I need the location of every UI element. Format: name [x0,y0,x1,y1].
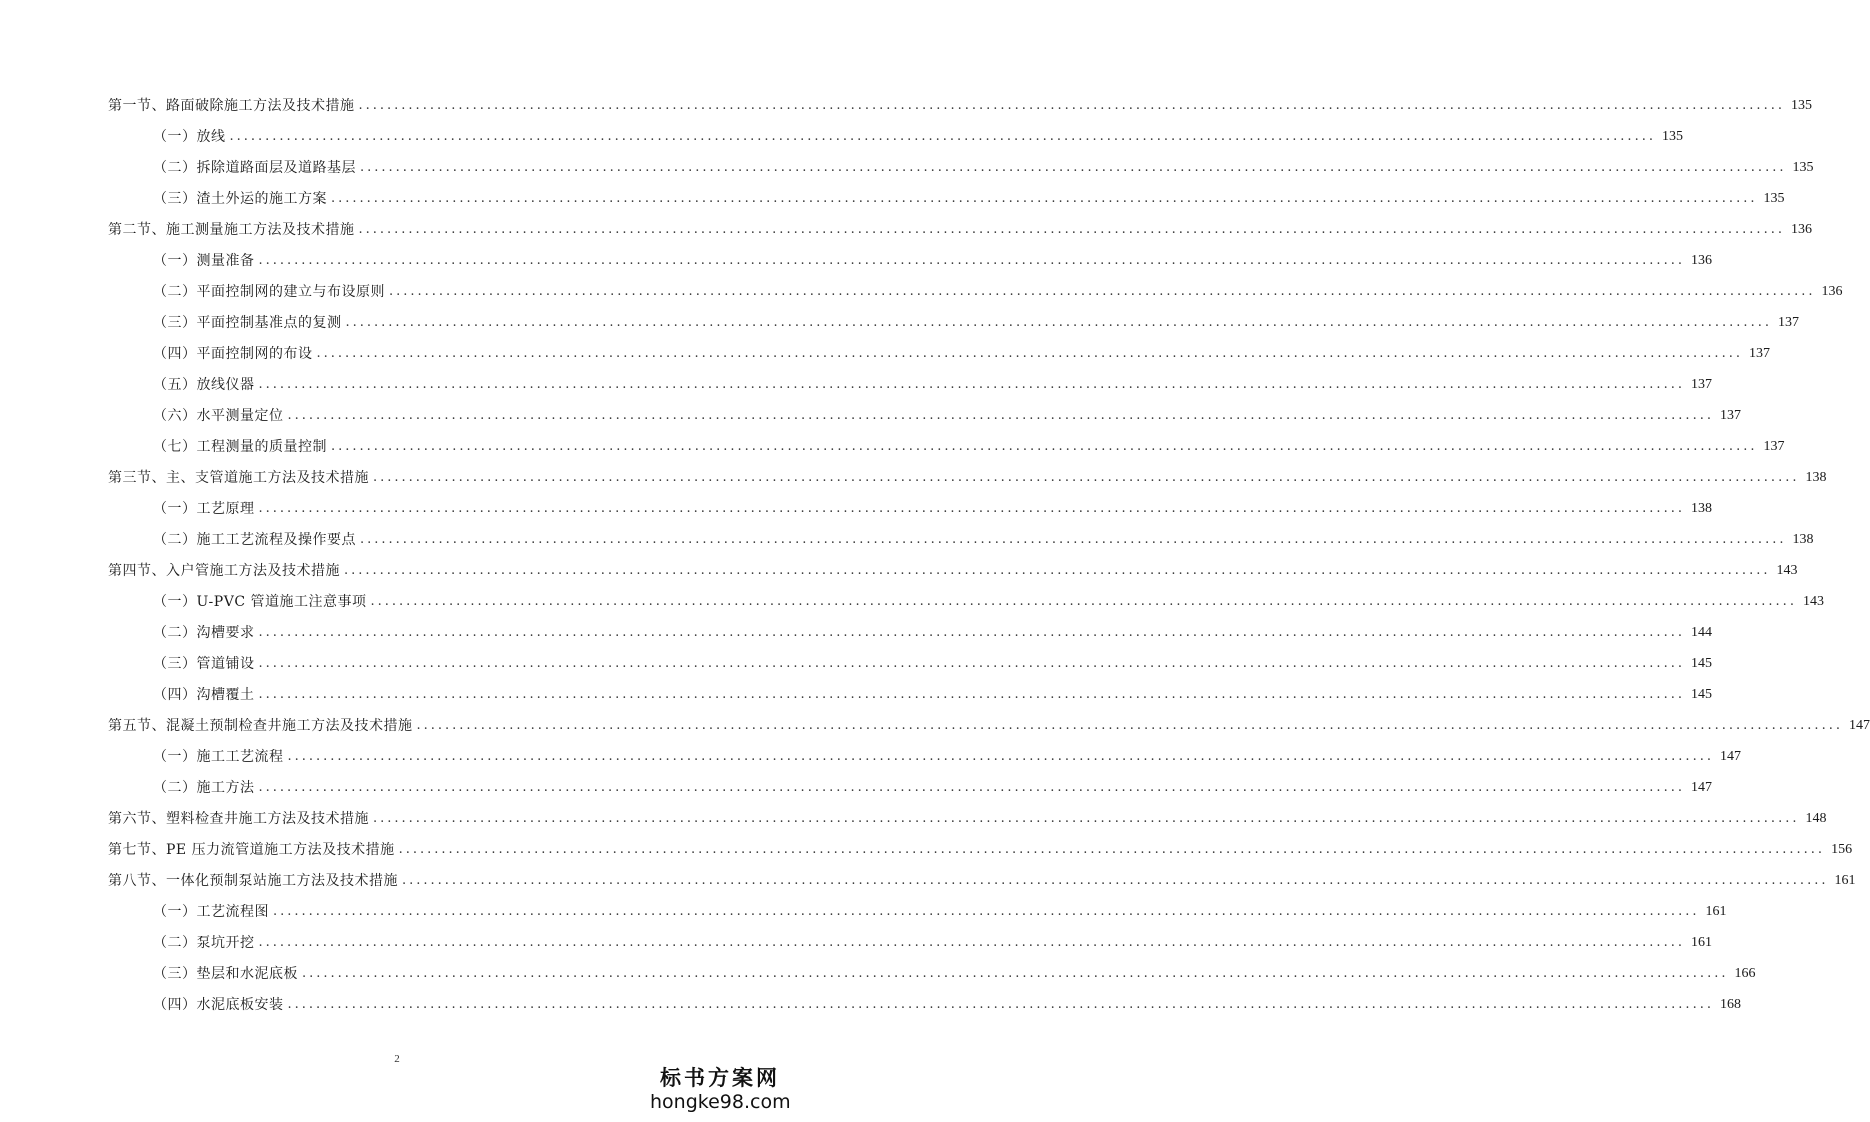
toc-entry-label: （二）泵坑开挖 [153,934,255,951]
toc-dot-leader: ........................................................................................................................................................................................................ [389,284,1816,299]
toc-entry-page: 147 [1690,779,1712,795]
toc-subsection-entry[interactable] [0,958,1756,989]
toc-subsection-entry[interactable] [0,648,1712,679]
toc-entry-label: （二）平面控制网的建立与布设原则 [153,283,385,300]
watermark-cn-text: 标书方案网 [660,1066,780,1090]
toc-entry-page: 135 [1763,190,1785,206]
toc-entry-label: （四）沟槽覆土 [153,686,255,703]
toc-entry-label: 第六节、塑料检查井施工方法及技术措施 [108,810,369,827]
toc-entry-page: 138 [1792,531,1814,547]
toc-dot-leader: ........................................................................................................................................................................................................ [360,160,1787,175]
toc-entry-label: 第二节、施工测量施工方法及技术措施 [108,221,355,238]
toc-entry-page: 143 [1802,593,1824,609]
toc-dot-leader: ........................................................................................................................................................................................................ [258,253,1685,268]
toc-subsection-entry[interactable] [0,741,1741,772]
toc-dot-leader: ........................................................................................................................................................................................................ [258,687,1685,702]
toc-entry-page: 143 [1776,562,1798,578]
toc-dot-leader: ........................................................................................................................................................................................................ [345,315,1772,330]
toc-entry-page: 137 [1763,438,1785,454]
toc-entry-label: （二）拆除道路面层及道路基层 [153,159,356,176]
toc-subsection-entry[interactable] [0,276,1843,307]
toc-subsection-entry[interactable] [0,896,1727,927]
toc-entry-page: 148 [1805,810,1827,826]
toc-section-entry[interactable] [0,555,1798,586]
toc-section-entry[interactable] [0,865,1856,896]
toc-entry-page: 137 [1748,345,1770,361]
site-watermark-logo [650,1066,791,1114]
toc-subsection-entry[interactable] [0,121,1683,152]
toc-entry-label: （七）工程测量的质量控制 [153,438,327,455]
toc-entry-page: 145 [1690,655,1712,671]
toc-entry-label: （一）放线 [153,128,226,145]
toc-entry-label: （一）工艺流程图 [153,903,269,920]
toc-entry-page: 135 [1790,97,1812,113]
toc-entry-label: 第七节、PE 压力流管道施工方法及技术措施 [108,841,395,858]
toc-section-entry[interactable] [0,710,1870,741]
toc-entry-label: （二）沟槽要求 [153,624,255,641]
toc-subsection-entry[interactable] [0,772,1712,803]
toc-entry-label: （六）水平测量定位 [153,407,284,424]
toc-entry-page: 135 [1792,159,1814,175]
toc-subsection-entry[interactable] [0,524,1814,555]
toc-entry-label: （一）工艺原理 [153,500,255,517]
toc-entry-page: 138 [1690,500,1712,516]
toc-entry-page: 136 [1790,221,1812,237]
toc-dot-leader: ........................................................................................................................................................................................................ [331,439,1758,454]
toc-section-entry[interactable] [0,214,1812,245]
toc-subsection-entry[interactable] [0,586,1824,617]
toc-dot-leader: ........................................................................................................................................................................................................ [373,811,1800,826]
toc-dot-leader: ........................................................................................................................................................................................................ [287,408,1714,423]
toc-section-entry[interactable] [0,834,1853,865]
toc-subsection-entry[interactable] [0,307,1799,338]
toc-entry-label: （一）U-PVC 管道施工注意事项 [153,593,367,610]
toc-dot-leader: ........................................................................................................................................................................................................ [398,842,1826,857]
toc-dot-leader: ........................................................................................................................................................................................................ [258,780,1685,795]
page-number: 2 [394,1053,400,1065]
toc-dot-leader: ........................................................................................................................................................................................................ [373,470,1800,485]
toc-dot-leader: ........................................................................................................................................................................................................ [344,563,1771,578]
toc-entry-label: （二）施工方法 [153,779,255,796]
toc-dot-leader: ........................................................................................................................................................................................................ [402,873,1829,888]
toc-entry-label: 第三节、主、支管道施工方法及技术措施 [108,469,369,486]
toc-dot-leader: ........................................................................................................................................................................................................ [258,501,1685,516]
toc-dot-leader: ........................................................................................................................................................................................................ [416,718,1843,733]
toc-entry-label: 第一节、路面破除施工方法及技术措施 [108,97,355,114]
toc-entry-label: 第四节、入户管施工方法及技术措施 [108,562,340,579]
toc-entry-page: 137 [1777,314,1799,330]
toc-entry-label: 第五节、混凝土预制检查井施工方法及技术措施 [108,717,413,734]
toc-dot-leader: ........................................................................................................................................................................................................ [287,749,1714,764]
watermark-url-text: hongke98.com [650,1091,791,1113]
toc-entry-page: 161 [1834,872,1856,888]
toc-subsection-entry[interactable] [0,617,1712,648]
toc-entry-page: 147 [1848,717,1870,733]
toc-entry-label: （三）垫层和水泥底板 [153,965,298,982]
toc-entry-page: 156 [1831,841,1853,857]
toc-dot-leader: ........................................................................................................................................................................................................ [331,191,1758,206]
toc-dot-leader: ........................................................................................................................................................................................................ [258,656,1685,671]
toc-entry-page: 135 [1661,128,1683,144]
toc-entry-page: 161 [1690,934,1712,950]
toc-entry-label: （三）管道铺设 [153,655,255,672]
toc-entry-page: 136 [1821,283,1843,299]
toc-subsection-entry[interactable] [0,493,1712,524]
toc-dot-leader: ........................................................................................................................................................................................................ [360,532,1787,547]
table-of-contents [0,90,1870,1020]
toc-dot-leader: ........................................................................................................................................................................................................ [302,966,1729,981]
toc-entry-label: （一）施工工艺流程 [153,748,284,765]
toc-entry-label: （三）渣土外运的施工方案 [153,190,327,207]
toc-entry-page: 137 [1690,376,1712,392]
toc-dot-leader: ........................................................................................................................................................................................................ [316,346,1743,361]
toc-entry-page: 147 [1719,748,1741,764]
toc-entry-label: （三）平面控制基准点的复测 [153,314,342,331]
toc-subsection-entry[interactable] [0,400,1741,431]
toc-dot-leader: ........................................................................................................................................................................................................ [258,935,1685,950]
toc-section-entry[interactable] [0,462,1827,493]
toc-dot-leader: ........................................................................................................................................................................................................ [258,377,1685,392]
toc-entry-label: （五）放线仪器 [153,376,255,393]
toc-subsection-entry[interactable] [0,369,1712,400]
toc-entry-page: 161 [1705,903,1727,919]
toc-dot-leader: ........................................................................................................................................................................................................ [273,904,1700,919]
toc-dot-leader: ........................................................................................................................................................................................................ [287,997,1714,1012]
toc-entry-label: （四）平面控制网的布设 [153,345,313,362]
toc-dot-leader: ........................................................................................................................................................................................................ [258,625,1685,640]
toc-entry-page: 137 [1719,407,1741,423]
toc-dot-leader: ........................................................................................................................................................................................................ [229,129,1656,144]
toc-subsection-entry[interactable] [0,431,1785,462]
toc-entry-label: 第八节、一体化预制泵站施工方法及技术措施 [108,872,398,889]
toc-section-entry[interactable] [0,90,1812,121]
toc-entry-page: 145 [1690,686,1712,702]
toc-entry-page: 168 [1719,996,1741,1012]
toc-entry-page: 136 [1690,252,1712,268]
toc-subsection-entry[interactable] [0,989,1741,1020]
toc-dot-leader: ........................................................................................................................................................................................................ [370,594,1797,609]
toc-subsection-entry[interactable] [0,245,1712,276]
toc-subsection-entry[interactable] [0,338,1770,369]
toc-dot-leader: ........................................................................................................................................................................................................ [358,222,1785,237]
toc-subsection-entry[interactable] [0,152,1814,183]
toc-entry-label: （二）施工工艺流程及操作要点 [153,531,356,548]
toc-subsection-entry[interactable] [0,679,1712,710]
toc-entry-page: 166 [1734,965,1756,981]
toc-subsection-entry[interactable] [0,183,1785,214]
toc-entry-page: 138 [1805,469,1827,485]
toc-section-entry[interactable] [0,803,1827,834]
toc-entry-label: （四）水泥底板安装 [153,996,284,1013]
toc-dot-leader: ........................................................................................................................................................................................................ [358,98,1785,113]
toc-entry-page: 144 [1690,624,1712,640]
toc-entry-label: （一）测量准备 [153,252,255,269]
toc-subsection-entry[interactable] [0,927,1712,958]
